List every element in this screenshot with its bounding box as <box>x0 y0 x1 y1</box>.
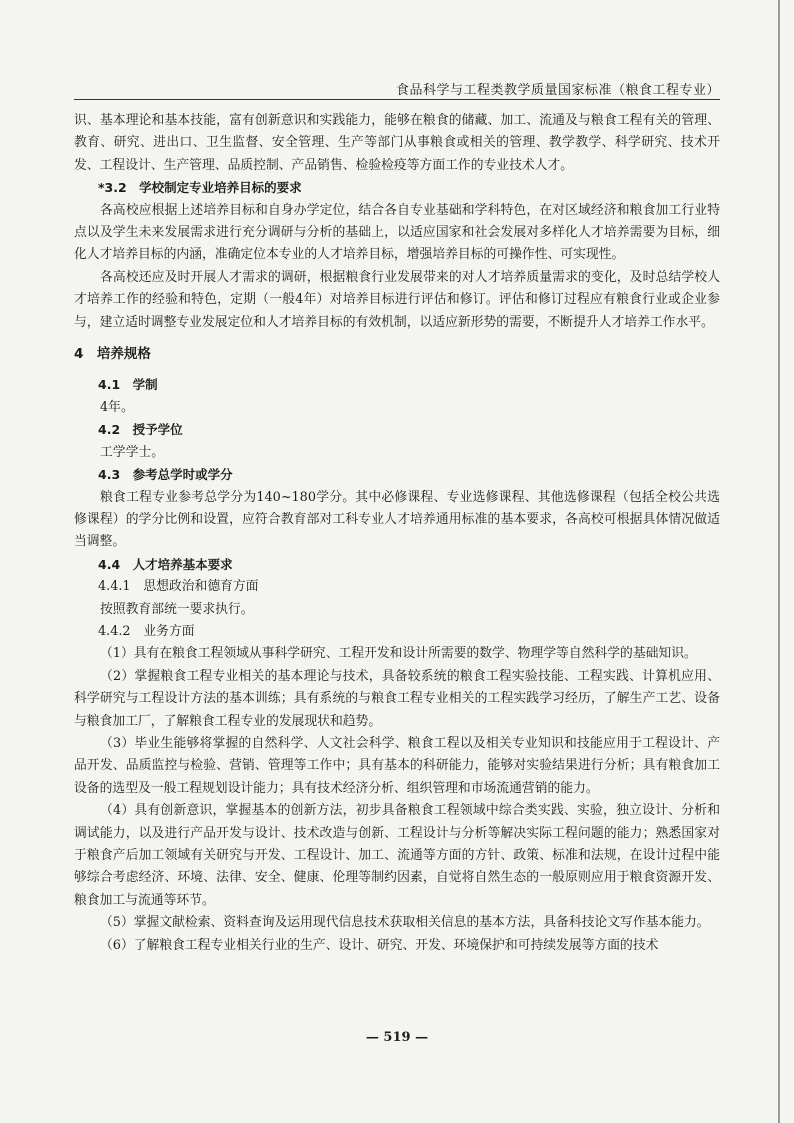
page-body <box>74 110 720 957</box>
running-header: 食品科学与工程类教学质量国家标准（粮食工程专业） <box>395 83 720 98</box>
paragraph: 识、基本理论和基本技能，富有创新意识和实践能力，能够在粮食的储藏、加工、流通及与粮食工程有关的管理、教育、研究、进出口、卫生监督、安全管理、生产等部门从事粮食或相关的管理、教学教学、科学研究、技术开发、工程设计、生产管理、品质控制、产品销售、检验检疫等方面工作的专业技术人才。 <box>74 113 720 173</box>
section-heading-3-2: *3.2 学校制定专业培养目标的要求 <box>98 180 302 196</box>
paragraph: 4年。 <box>100 399 134 415</box>
list-item: （2）掌握粮食工程专业相关的基本理论与技术，具备较系统的粮食工程实验技能、工程实践、计算机应用、科学研究与工程设计方法的基本训练；具有系统的与粮食工程专业相关的工程实践学习经历，了解生产工艺、设备与粮食加工厂，了解粮食工程专业的发展现状和趋势。 <box>74 668 720 729</box>
list-item: （5）掌握文献检索、资料查询及运用现代信息技术获取相关信息的基本方法，具备科技论文写作基本能力。 <box>100 915 710 931</box>
list-item: （3）毕业生能够将掌握的自然科学、人文社会科学、粮食工程以及相关专业知识和技能应用于工程设计、产品开发、品质监控与检验、营销、管理等工作中；具有基本的科研能力，能够对实验结果进行分析；具有粮食加工设备的选型及一般工程规划设计能力；具有技术经济分析、组织管理和市场流通营销的能力。 <box>74 735 720 796</box>
list-item: （4）具有创新意识，掌握基本的创新方法，初步具备粮食工程领域中综合类实践、实验，独立设计、分析和调试能力，以及进行产品开发与设计、技术改造与创新、工程设计与分析等解决实际工程问题的能力；熟悉国家对于粮食产后加工领域有关研究与开发、工程设计、加工、流通等方面的方针、政策、标准和法规，在设计过程中能够综合考虑经济、环境、法律、安全、健康、伦理等制约因素，自觉将自然生态的一般原则应用于粮食资源开发、粮食加工与流通等环节。 <box>74 803 720 908</box>
list-item: （1）具有在粮食工程领域从事科学研究、工程开发和设计所需要的数学、物理学等自然科学的基础知识。 <box>100 646 697 662</box>
paragraph: 各高校还应及时开展人才需求的调研，根据粮食行业发展带来的对人才培养质量需求的变化，及时总结学校人才培养工作的经验和特色，定期（一般4年）对培养目标进行评估和修订。评估和修订过程应有粮食行业或企业参与，建立适时调整专业发展定位和人才培养目标的有效机制，以适应新形势的需要，不断提升人才培养工作水平。 <box>74 269 720 330</box>
section-heading-4-4: 4.4 人才培养基本要求 <box>98 556 233 572</box>
page-edge-shadow <box>778 0 780 1123</box>
section-heading-4: 4 培养规格 <box>74 346 151 363</box>
section-heading-4-1: 4.1 学制 <box>98 377 158 393</box>
paragraph: 按照教育部统一要求执行。 <box>100 601 254 617</box>
page-number: — 519 — <box>365 1030 429 1045</box>
section-heading-4-4-2: 4.4.2 业务方面 <box>98 623 195 639</box>
header-rule <box>74 99 720 100</box>
paragraph: 各高校应根据上述培养目标和自身办学定位，结合各自专业基础和学科特色，在对区域经济和粮食加工行业特点以及学生未来发展需求进行充分调研与分析的基础上，以适应国家和社会发展对多样化人才培养需要为目标，细化人才培养目标的内涵，准确定位本专业的人才培养目标，增强培养目标的可操作性、可实现性。 <box>74 202 720 263</box>
section-heading-4-3: 4.3 参考总学时或学分 <box>98 467 233 483</box>
paragraph: 工学学士。 <box>100 444 164 460</box>
section-heading-4-2: 4.2 授予学位 <box>98 422 183 438</box>
section-heading-4-4-1: 4.4.1 思想政治和德育方面 <box>98 579 259 595</box>
paragraph: 粮食工程专业参考总学分为140~180学分。其中必修课程、专业选修课程、其他选修课程（包括全校公共选修课程）的学分比例和设置，应符合教育部对工科专业人才培养通用标准的基本要求，各高校可根据具体情况做适当调整。 <box>74 489 720 550</box>
list-item: （6）了解粮食工程专业相关行业的生产、设计、研究、开发、环境保护和可持续发展等方面的技术 <box>100 937 659 953</box>
